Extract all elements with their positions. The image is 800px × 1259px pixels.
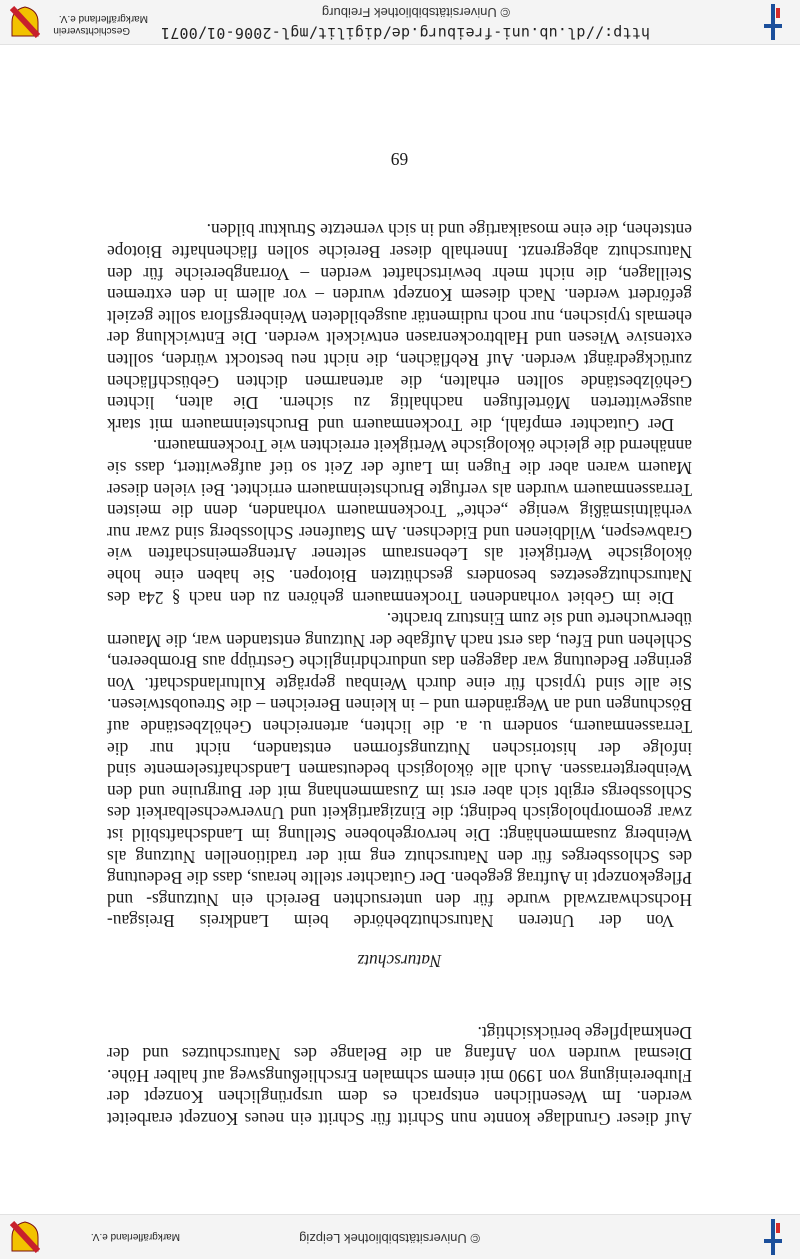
library-logo-icon bbox=[764, 1219, 782, 1255]
header-bar bbox=[0, 1214, 800, 1259]
page-number: 69 bbox=[390, 148, 409, 169]
document-body bbox=[107, 147, 692, 1129]
header-copyright: © Universitätsbibliothek Leipzig bbox=[299, 1231, 480, 1246]
body-paragraph-1: Von der Unteren Naturschutzbehörde beim Landkreis Breisgau-Hochschwarzwald wurde für den untersuchten Bereich ein Nutzungs- und Pflegekonzept in Auftrag gegeben. Der Gutachter stellte heraus, dass die Bedeutung des Schlossberges für den Naturschutz eng mit der traditionellen Nutzung als Weinberg zusammenhängt: Die hervorgehobene Stellung im Landschaftsbild ist zwar geomorphologisch bedingt; die Einzigartigkeit und Unverwechselbarkeit des Schlossbergs ergibt sich aber erst im Zusammenhang mit der Burgruine und den Weinbergterrassen. Auch alle ökologisch bedeutsamen Landschaftselemente sind infolge der historischen Nutzungsformen entstanden, nicht nur die Terrassenmauern, sondern u. a. die lichten, artenreichen Gehölzbestände auf Böschungen und an Wegrändern und – in kleinen Bereichen – die Streuobstwiesen. Sie alle sind typisch für eine durch Weinbau geprägte Kulturlandschaft. Von geringer Bedeutung war dagegen das undurchdringliche Gestrüpp aus Brombeeren, Schlehen und Efeu, das erst nach Aufgabe der Nutzung entstanden war, die Mauern überwucherte und sie zum Einsturz brachte. bbox=[107, 609, 692, 932]
coat-of-arms-icon bbox=[10, 1221, 40, 1253]
body-paragraph-2: Die im Gebiet vorhandenen Trockenmauern gehören zu den nach § 24a des Naturschutzgesetzes besonders geschützten Biotopen. Sie haben eine hohe ökologische Wertigkeit als Lebensraum seltener Artengemeinschaften wie Grabwespen, Wildbienen und Eidechsen. Am Staufener Schlossberg sind zwar nur verhältnismäßig wenige „echte“ Trockenmauern vorhanden, denn die meisten Terrassenmauern wurden als verfugte Bruchsteinmauern errichtet. Bei vielen dieser Mauern waren aber die Fugen im Laufe der Zeit so tief aufgewittert, dass sie annähernd die gleiche ökologische Wertigkeit erreichten wie Trockenmauern. bbox=[107, 436, 692, 608]
library-logo-icon bbox=[764, 4, 782, 40]
footer-society-line-1: Geschichtsverein bbox=[53, 25, 130, 36]
header-society-name: Markgräflerland e.V. bbox=[90, 1231, 180, 1242]
footer-society-line-2: Markgräflerland e.V. bbox=[58, 13, 148, 24]
intro-paragraph: Auf dieser Grundlage konnte nun Schritt für Schritt ein neues Konzept erarbeitet werden. Im Wesentlichen entsprach es dem ursprünglichen Konzept der Flurbereinigung von 1990 mit einem schmalen Erschließungsweg auf halber Höhe. Diesmal wurden von Anfang an die Belange des Naturschutzes und der Denkmalpflege berücksichtigt. bbox=[107, 1022, 692, 1129]
document-url-link[interactable]: http://dl.ub.uni-freiburg.de/digilit/mgl-2006-01/0071 bbox=[160, 24, 650, 42]
section-heading: Naturschutz bbox=[357, 951, 442, 972]
coat-of-arms-icon bbox=[10, 6, 40, 38]
footer-bar bbox=[0, 0, 800, 45]
footer-copyright: © Universitätsbibliothek Freiburg bbox=[321, 5, 510, 20]
body-paragraph-3: Der Gutachter empfahl, die Trockenmauern und Bruchsteinmauern mit stark ausgewitterten Mörtelfugen nachhaltig zu sichern. Die alten, lichten Gehölzbestände sollten erhalten, die artenarmen dichten Gebüschflächen zurückgedrängt werden. Auf Rebflächen, die nicht neu bestockt würden, sollten extensive Wiesen und Halbtrockenrasen entwickelt werden. Die Entwicklung der ehemals typischen, nur noch rudimentär ausgebildeten Weinbergsflora sollte gezielt gefördert werden. Nach diesem Konzept wurden – vor allem in den extremen Steillagen, die nicht mehr bewirtschaftet werden – Vorrangbereiche für den Naturschutz abgegrenzt. Innerhalb dieser Bereiche sollen flächenhafte Biotope entstehen, die eine mosaikartige und in sich vernetzte Struktur bilden. bbox=[107, 220, 692, 435]
